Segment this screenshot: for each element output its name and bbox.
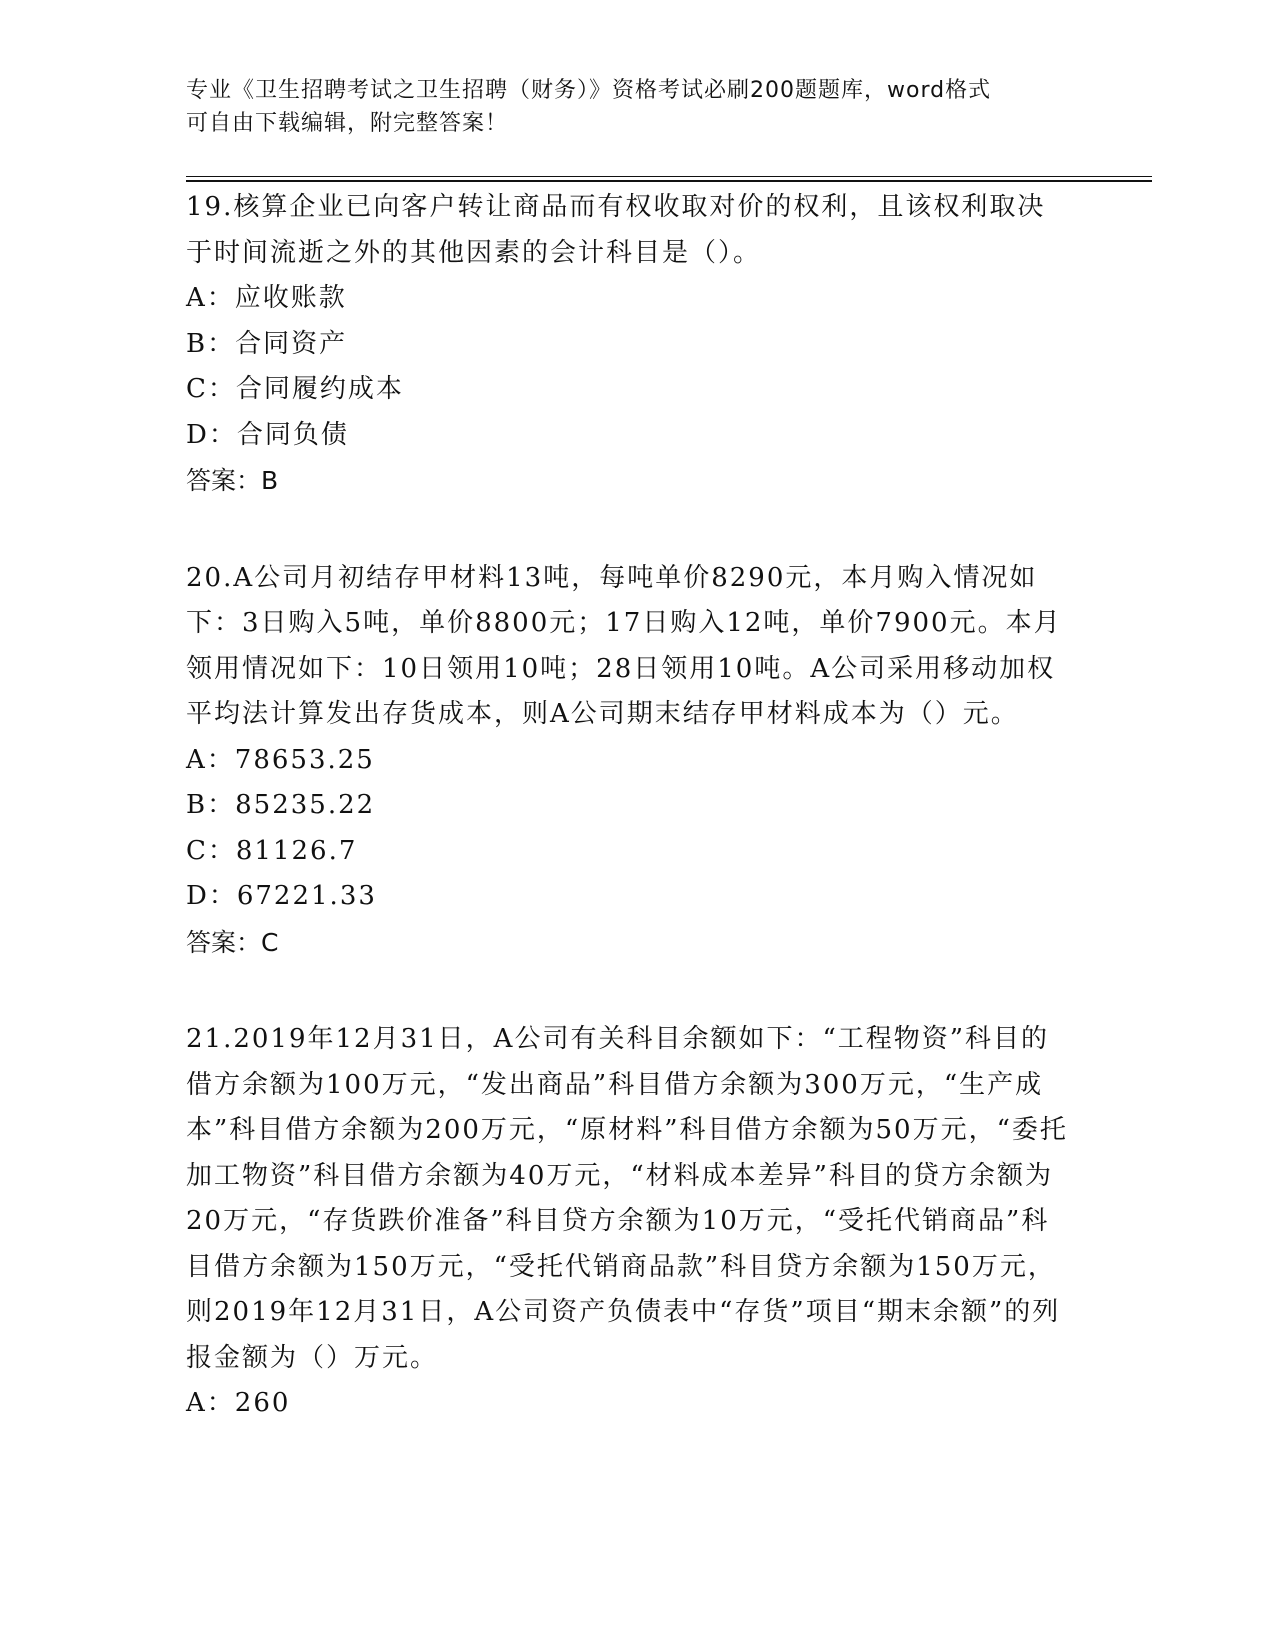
option-a: A：260 bbox=[186, 1388, 291, 1418]
answer-text: 答案：B bbox=[186, 466, 279, 495]
option-a: A：应收账款 bbox=[186, 283, 347, 313]
header-line-2: 可自由下载编辑，附完整答案！ bbox=[186, 111, 509, 136]
header-divider-thin bbox=[186, 176, 1152, 177]
question-list bbox=[186, 185, 1071, 1479]
question-21 bbox=[186, 1017, 1071, 1427]
answer-text: 答案：C bbox=[186, 927, 279, 957]
question-stem: 21.2019年12月31日，A公司有关科目余额如下：“工程物资”科目的借方余额为100万元，“发出商品”科目借方余额为300万元，“生产成本”科目借方余额为200万元，“原材料”科目借方余额为50万元，“委托加工物资”科目借方余额为40万元，“材料成本差异”科目的贷方余额为20万元，“存货跌价准备”科目贷方余额为10万元，“受托代销商品”科目借方余额为150万元，“受托代销商品款”科目贷方余额为150万元，则2019年12月31日，A公司资产负债表中“存货”项目“期末余额”的列报金额为（）万元。 bbox=[186, 1024, 1068, 1373]
option-b: B：85235.22 bbox=[186, 790, 376, 820]
header-line-1: 专业《卫生招聘考试之卫生招聘（财务）》资格考试必刷200题题库，word格式 bbox=[186, 78, 992, 103]
option-a: A：78653.25 bbox=[186, 744, 375, 775]
question-19 bbox=[186, 185, 1071, 504]
option-d: D：合同负债 bbox=[186, 419, 349, 450]
question-20 bbox=[186, 556, 1071, 966]
option-d: D：67221.33 bbox=[186, 881, 377, 911]
document-header bbox=[186, 74, 1066, 140]
header-divider-thick bbox=[186, 180, 1152, 182]
option-c: C：81126.7 bbox=[186, 835, 358, 866]
option-b: B：合同资产 bbox=[186, 328, 348, 359]
question-stem: 20.A公司月初结存甲材料13吨，每吨单价8290元，本月购入情况如下：3日购入5吨，单价8800元；17日购入12吨，单价7900元。本月领用情况如下：10日领用10吨；28日领用10吨。A公司采用移动加权平均法计算发出存货成本，则A公司期末结存甲材料成本为（）元。 bbox=[186, 562, 1062, 729]
option-c: C：合同履约成本 bbox=[186, 374, 404, 404]
question-stem: 19.核算企业已向客户转让商品而有权收取对价的权利，且该权利取决于时间流逝之外的其他因素的会计科目是（）。 bbox=[186, 192, 1046, 268]
